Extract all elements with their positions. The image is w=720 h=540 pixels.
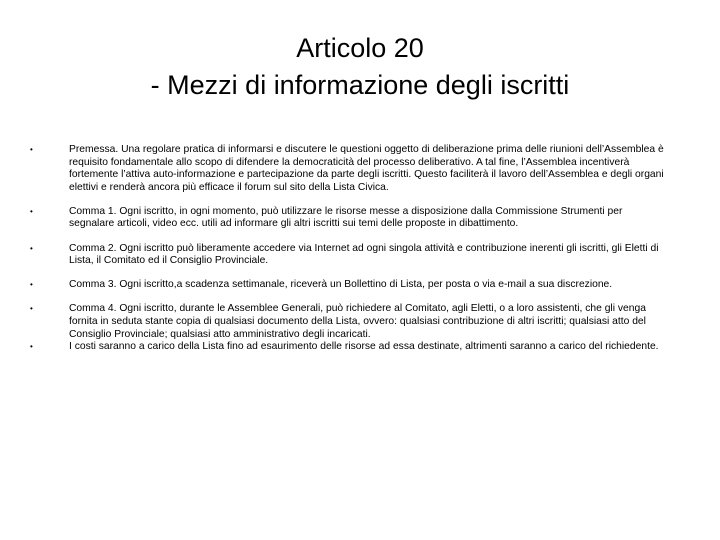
item-text: Ogni iscritto, in ogni momento, può utilizzare le risorse messe a disposizione dalla Commissione Strumenti per segnalare articoli, video ecc. utili ad informare gli altri iscritti sui temi delle proposte in dibattimento. [69, 205, 623, 230]
slide-title [0, 30, 720, 104]
item-text: Ogni iscritto,a scadenza settimanale, riceverà un Bollettino di Lista, per posta o via e-mail a sua discrezione. [116, 279, 613, 291]
item-lead: Comma 2. [69, 242, 117, 254]
item-text: Ogni iscritto, durante le Assemblee Generali, può richiedere al Comitato, agli Eletti, o a loro assistenti, che gli venga fornita in seduta stante copia di qualsiasi documento della Lista, ovvero: qualsiasi contribuzione di altri iscritti; qualsiasi atto del Consiglio Provinciale; qualsiasi atto amministrativo degli incaricati. [69, 303, 646, 340]
item-lead: Comma 1. [69, 205, 117, 217]
item-text: Ogni iscritto può liberamente accedere via Internet ad ogni singola attività e contribuzione inerenti gli iscritti, gli Eletti di Lista, il Comitato ed il Consiglio Provinciale. [69, 242, 659, 267]
item-lead: Premessa. [69, 144, 119, 155]
list-item-costi [30, 341, 670, 354]
list-item-comma-1 [30, 206, 670, 231]
bullet-icon: • [30, 145, 33, 154]
bullet-icon: • [30, 304, 33, 314]
list-item-comma-4 [30, 303, 670, 341]
bullet-icon: • [30, 342, 33, 352]
list-item-comma-2 [30, 243, 670, 268]
item-text: Una regolare pratica di informarsi e discutere le questioni oggetto di deliberazione prima delle riunioni dell’Assemblea è requisito fondamentale allo scopo di difendere la democraticità del processo deliberativo. A tal fine, l’Assemblea incentiverà fortemente l’attiva auto-informazione e partecipazione da parte degli iscritti. Questo faciliterà il lavoro dell’Assemblea e degli organi elettivi e renderà ancora più efficace il forum sul sito della Lista Civica. [69, 144, 664, 193]
item-lead: Comma 4. [69, 303, 117, 315]
bullet-icon: • [30, 280, 33, 290]
list-item-premessa [30, 144, 670, 194]
bullet-icon: • [30, 243, 33, 253]
title-line-2: - Mezzi di informazione degli iscritti [150, 70, 570, 100]
list-item-comma-3 [30, 279, 670, 292]
title-line-1: Articolo 20 [296, 33, 424, 63]
bullet-icon: • [30, 206, 33, 216]
item-lead: Comma 3. [69, 279, 117, 291]
item-text: I costi saranno a carico della Lista fino ad esaurimento delle risorse ad essa destinate, altrimenti saranno a carico del richiedente. [69, 341, 659, 353]
article-list [30, 144, 670, 365]
